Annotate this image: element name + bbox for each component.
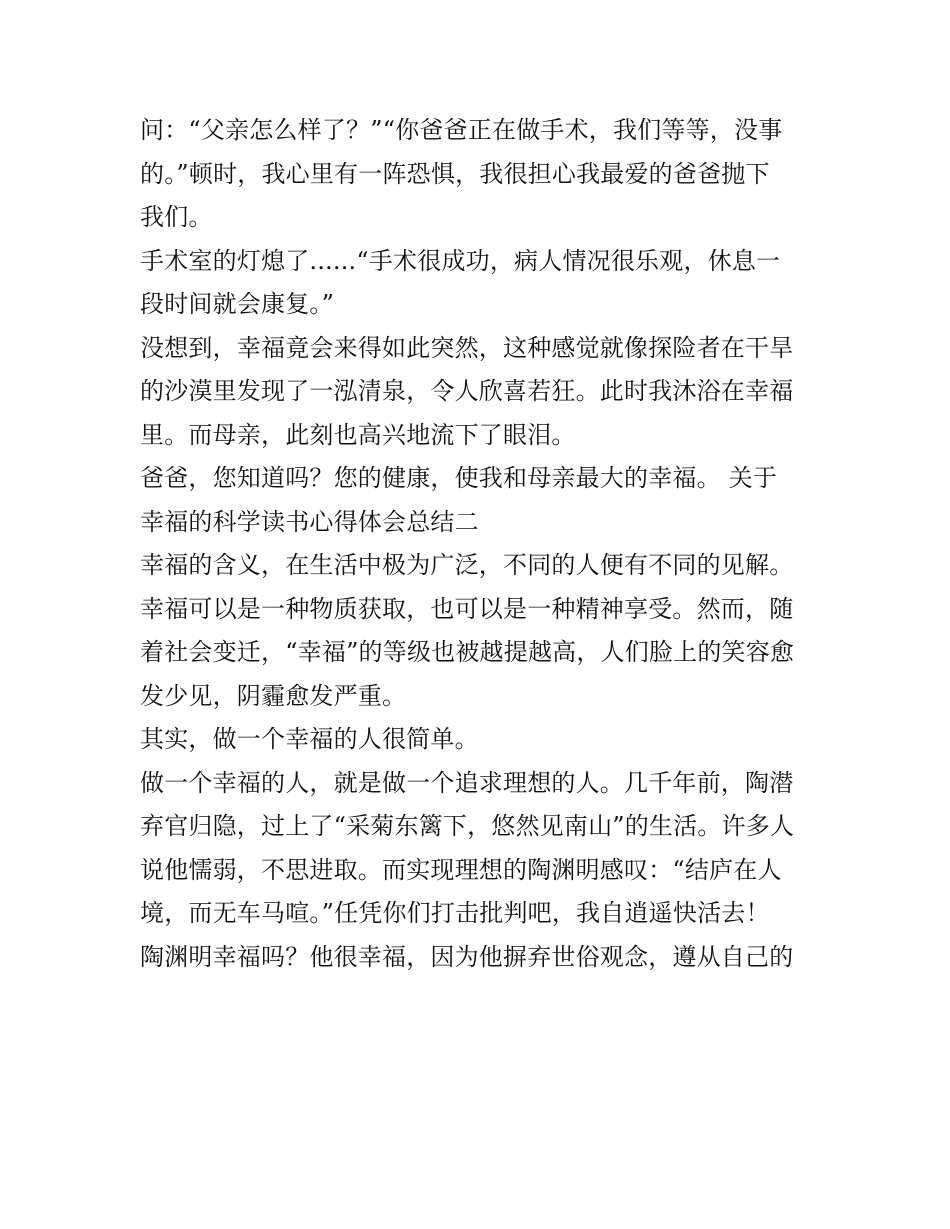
text-line: 手术室的灯熄了......“手术很成功，病人情况很乐观，休息一 [140, 246, 781, 275]
text-line: 里。而母亲，此刻也高兴地流下了眼泪。 [140, 420, 576, 449]
document-body [140, 109, 820, 979]
text-line: 幸福的科学读书心得体会总结二 [140, 507, 479, 536]
text-line: 的沙漠里发现了一泓清泉，令人欣喜若狂。此时我沐浴在幸福 [140, 377, 794, 405]
text-line: 其实，做一个幸福的人很简单。 [140, 725, 479, 753]
text-line: 弃官归隐，过上了“采菊东篱下，悠然见南山”的生活。许多人 [140, 812, 795, 840]
text-line: 发少见，阴霾愈发严重。 [140, 681, 407, 710]
text-line: 问：“父亲怎么样了？”“你爸爸正在做手术，我们等等，没事 [140, 116, 783, 144]
text-line: 段时间就会康复。” [140, 290, 335, 318]
text-line: 没想到，幸福竟会来得如此突然，这种感觉就像探险者在干旱 [140, 333, 794, 362]
text-line: 境，而无车马喧。”任凭你们打击批判吧，我自逍遥快活去！ [140, 899, 770, 927]
text-line: 的。”顿时，我心里有一阵恐惧，我很担心我最爱的爸爸抛下 [140, 159, 770, 188]
text-line: 着社会变迁，“幸福”的等级也被越提越高，人们脸上的笑容愈 [140, 638, 795, 666]
text-line: 幸福可以是一种物质获取，也可以是一种精神享受。然而，随 [140, 594, 794, 623]
text-line: 陶渊明幸福吗？他很幸福，因为他摒弃世俗观念，遵从自己的 [140, 942, 794, 971]
text-line: 做一个幸福的人，就是做一个追求理想的人。几千年前，陶潜 [140, 768, 794, 797]
text-line: 我们。 [140, 203, 213, 231]
text-line: 幸福的含义，在生活中极为广泛，不同的人便有不同的见解。 [140, 551, 794, 579]
text-line: 说他懦弱，不思进取。而实现理想的陶渊明感叹：“结庐在人 [140, 855, 782, 884]
text-line: 爸爸，您知道吗？您的健康，使我和母亲最大的幸福。 关于 [140, 464, 778, 492]
